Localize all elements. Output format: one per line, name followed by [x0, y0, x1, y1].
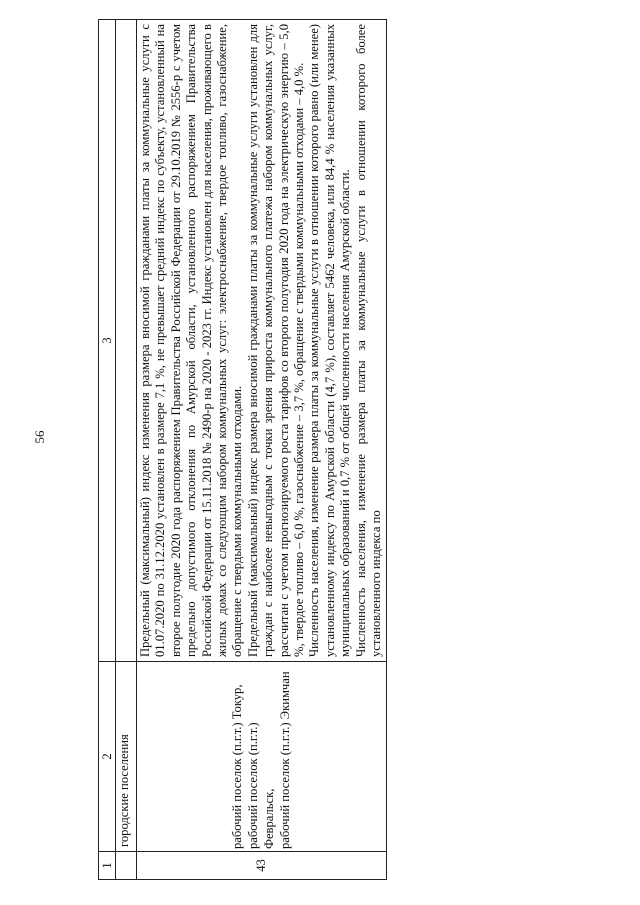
rotated-table-page — [98, 20, 618, 880]
paragraph-population-above: Численность населения, изменение размера платы за коммунальные услуги в отношении которого более установленного индекса по — [353, 24, 384, 657]
group-label: городские поселения — [116, 662, 137, 852]
settlement-item: рабочий поселок (п.г.т.) Февральск, — [246, 722, 277, 849]
row-number: 43 — [137, 852, 387, 880]
settlement-list — [137, 662, 387, 852]
page-number: 56 — [32, 430, 47, 444]
group-empty-cell — [116, 852, 137, 880]
group-row — [116, 20, 137, 880]
paragraph-calculation: Предельный (максимальный) индекс размера вносимой гражданами платы за коммунальные услуги установлен для граждан с наиболее невыгодным с точки зрения прироста коммунального платежа набором коммунальных услуг, рассчитан с учетом прогнозируемого роста тарифов со второго полугодия 2020 года на электрическую энергию – 5,0 %, твердое топливо – 6,0 %, газоснабжение – 3,7 %, обращение с твердыми коммунальными отходами – 4,0 %. — [245, 24, 307, 657]
tariff-index-table — [98, 19, 387, 880]
paragraph-population-within: Численность населения, изменение размера платы за коммунальные услуги в отношении которого равно (или менее) установленному индексу по Амурской области (4,7 %), составляет 5462 человека, или 84,4 % населения указанных муниципальных образований и 0,7 % от общей численности населения Амурской области. — [307, 24, 353, 657]
group-empty-cell-2 — [116, 20, 137, 662]
settlement-item: рабочий поселок (п.г.т.) Токур, — [230, 684, 245, 849]
paragraph-max-index: Предельный (максимальный) индекс изменения размера вносимой гражданами платы за коммунальные услуги с 01.07.2020 по 31.12.2020 установлен в размере 7,1 %, не превышает средний индекс по субъекту, установленный на второе полугодие 2020 года распоряжением Правительства Российской Федерации от 29.10.2019 № 2556-р с учетом предельно допустимого отклонения по Амурской области, установленного распоряжением Правительства Российской Федерации от 15.11.2018 № 2490-р на 2020 - 2023 гг. Индекс установлен для населения, проживающего в жилых домах со следующим набором коммунальных услуг: электроснабжение, твердое топливо, газоснабжение, обращение с твердыми коммунальными отходами. — [138, 24, 245, 657]
settlement-item: рабочий поселок (п.г.т.) Экимчан — [278, 671, 293, 849]
description-cell — [137, 20, 387, 662]
table-row — [137, 20, 387, 880]
header-col-1: 1 — [99, 852, 116, 880]
header-col-3: 3 — [99, 20, 116, 662]
header-col-2: 2 — [99, 662, 116, 852]
table-header-row — [99, 20, 116, 880]
